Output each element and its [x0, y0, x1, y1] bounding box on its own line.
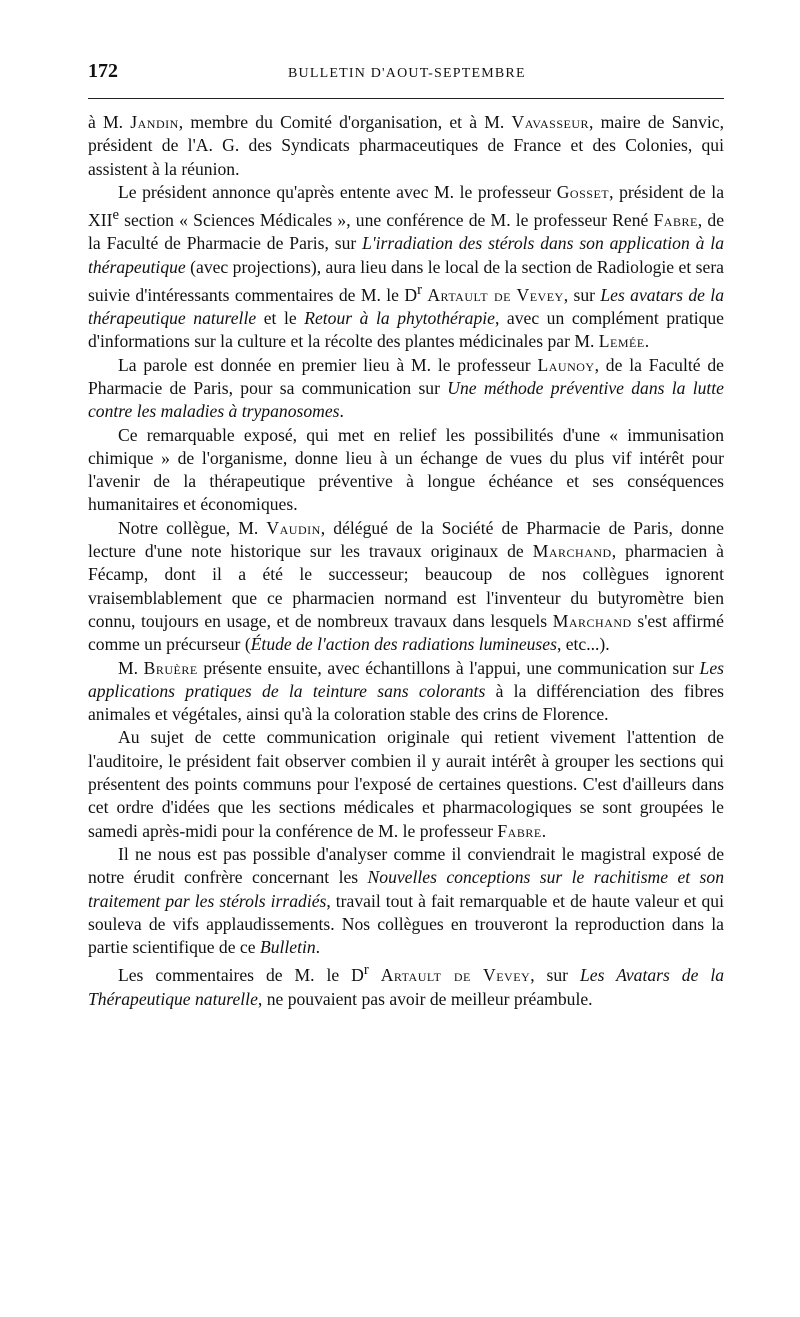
text-run: (avec projections), aura lieu dans le local de la section de Radiologie et sera suivie d'intéressants commentaires de M. le D [88, 256, 724, 305]
text-run: section « Sciences Médicales », une conférence de M. le professeur René [118, 210, 654, 231]
person-name: Gosset [556, 181, 610, 202]
paragraph [88, 657, 724, 727]
text-run: . [315, 937, 321, 958]
text-run: La parole est donnée en premier lieu à M. le professeur [118, 354, 538, 375]
person-name: Artault de Vevey [427, 284, 564, 305]
person-name: Lemée [598, 331, 645, 352]
text-run: Il ne nous est pas possible d'analyser comme il conviendrait le magistral exposé de notre érudit confrère concernant les [88, 843, 724, 888]
paragraph [88, 424, 724, 517]
paragraph [88, 181, 724, 354]
text-run: , président de la XII [88, 181, 725, 231]
paragraph [88, 726, 724, 842]
person-name: Marchand [552, 610, 632, 631]
running-title: BULLETIN D'AOUT-SEPTEMBRE [288, 66, 526, 81]
italic-title: L'irradiation des stérols dans son application à la thérapeutique [88, 233, 724, 277]
text-run: , pharmacien à Fécamp, dont il a été le successeur; beaucoup de nos collègues ignorent vraisemblablement que ce pharmacien normand est l'inventeur du butyromètre bien connu, toujours en usage, et de nombreux travaux dans lesquels [88, 541, 724, 631]
italic-title: Une méthode préventive dans la lutte contre les maladies à trypanosomes [88, 377, 724, 422]
text-run: , membre du Comité d'organisation, et à M. [178, 112, 512, 132]
text-run: et le [256, 308, 305, 329]
text-run: Les commentaires de M. le D [118, 965, 364, 986]
person-name: Jandin [130, 112, 179, 132]
text-run [369, 965, 381, 985]
italic-title: Nouvelles conceptions sur le rachitisme et son traitement par les stérols irradiés [88, 867, 725, 911]
page-header [88, 60, 724, 99]
text-run: M. [118, 657, 144, 678]
text-run: , délégué de la Société de Pharmacie de Paris, donne lecture d'une note historique sur les travaux originaux de [88, 517, 724, 562]
paragraph [88, 517, 724, 657]
body-text [88, 111, 724, 1011]
paragraph [88, 843, 724, 959]
text-run: , de la Faculté de Pharmacie de Paris, pour sa communication sur [88, 354, 724, 398]
text-run: , etc...). [556, 634, 610, 655]
superscript: r [363, 962, 369, 979]
italic-title: Étude de l'action des radiations lumineuses [250, 634, 557, 655]
text-run: Notre collègue, M. [118, 517, 267, 538]
text-run: , de la Faculté de Pharmacie de Paris, sur [88, 210, 724, 254]
text-run: . [644, 331, 650, 352]
italic-title: Les Avatars de la Thérapeutique naturelle [88, 965, 724, 1009]
italic-title: Bulletin [259, 937, 316, 958]
superscript: r [417, 281, 422, 298]
text-run: , avec un complément pratique d'informations sur la culture et la récolte des plantes médicinales par M. [88, 308, 724, 352]
document-page [88, 60, 724, 1011]
paragraph [88, 111, 724, 181]
text-run: , travail tout à fait remarquable et de haute valeur et qui souleva de vifs applaudissements. Nos collègues en trouveront la reproduction dans la partie scientifique de ce [88, 890, 724, 958]
person-name: Vavasseur [511, 112, 589, 132]
italic-title: Les applications pratiques de la teinture sans colorants [88, 657, 724, 701]
page-number: 172 [88, 60, 118, 82]
person-name: Bruère [143, 657, 198, 678]
person-name: Marchand [532, 541, 612, 562]
text-run: , maire de Sanvic, président de l'A. G. des Syndicats pharmaceutiques de France et des Colonies, qui assistent à la réunion. [88, 112, 724, 179]
person-name: Artault de Vevey [380, 965, 531, 986]
person-name: Launoy [537, 354, 595, 375]
text-run: Le président annonce qu'après entente avec M. le professeur [118, 181, 557, 202]
text-run: Au sujet de cette communication originale qui retient vivement l'attention de l'auditoire, le président fait observer combien il y aurait intérêt à grouper les sections qui présentent des points communs pour l'exposé de certaines questions. C'est d'ailleurs dans cet ordre d'idées que les sections médicales et pharmacologiques se sont groupées le samedi après-midi pour la conférence de M. le professeur [88, 727, 724, 841]
text-run: à la différenciation des fibres animales et végétales, ainsi qu'à la coloration stable des crins de Florence. [88, 680, 724, 725]
superscript: e [112, 207, 119, 224]
text-run: s'est affirmé comme un précurseur ( [88, 610, 724, 655]
text-run: à M. [88, 112, 131, 132]
person-name: Fabre [653, 210, 698, 231]
text-run: . [339, 401, 344, 422]
text-run: présente ensuite, avec échantillons à l'appui, une communication sur [197, 657, 700, 678]
paragraph [88, 354, 724, 424]
text-run: , sur [563, 284, 601, 305]
text-run: , sur [530, 965, 580, 986]
paragraph [88, 959, 724, 1010]
italic-title: Les avatars de la thérapeutique naturelle [88, 284, 724, 329]
text-run: . [541, 820, 547, 841]
text-run: , ne pouvaient pas avoir de meilleur préambule. [257, 988, 593, 1009]
text-run: Ce remarquable exposé, qui met en relief les possibilités d'une « immunisation chimique » de l'organisme, donne lieu à un échange de vues du plus vif intérêt pour l'avenir de la thérapeutique préventive à longue échéance et ses conséquences humanitaires et économiques. [88, 424, 724, 515]
person-name: Vaudin [266, 517, 321, 538]
italic-title: Retour à la phytothérapie [304, 308, 495, 329]
person-name: Fabre [497, 820, 542, 841]
